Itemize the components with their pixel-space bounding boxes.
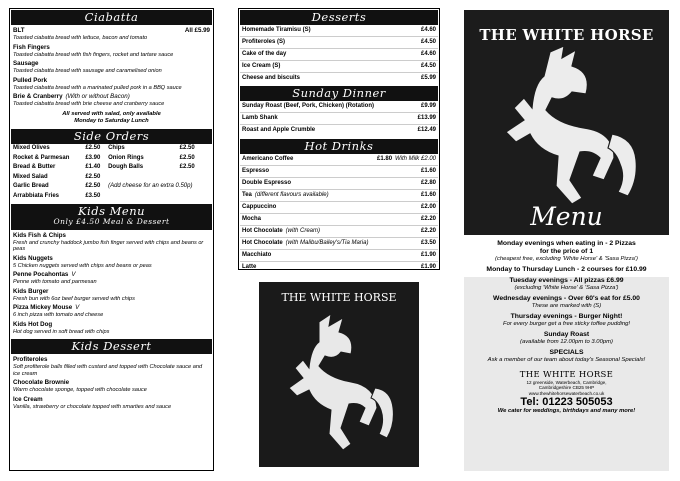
desserts-table — [240, 25, 438, 84]
drink-name-text: Cappuccino — [242, 204, 277, 210]
drink-name-text: Mocha — [242, 216, 262, 222]
price-row — [240, 61, 438, 73]
side-item-name: Onion Rings — [108, 154, 144, 161]
item-description: Warm chocolate sponge, topped with chocolate sauce — [13, 387, 147, 393]
side-order-row — [11, 153, 212, 163]
white-horse-icon — [259, 304, 419, 464]
item-description: Toasted ciabatta bread with fish fingers, rocket and tartare sauce — [13, 51, 174, 58]
drink-name-text: Hot Chocolate — [242, 228, 283, 234]
offer-detail: (excluding 'White Horse' & 'Sasa Pizza') — [514, 285, 619, 291]
item-name-text: Kids Burger — [13, 287, 49, 295]
offer-title: Monday evenings when eating in - 2 Pizzas — [497, 240, 636, 247]
price-row — [240, 125, 438, 137]
hot-drinks-table — [240, 154, 438, 273]
kids-menu-item — [11, 253, 212, 270]
drink-price — [374, 262, 438, 274]
rearing-horse-icon — [464, 46, 669, 206]
offer-block — [464, 328, 669, 346]
drink-name — [240, 154, 374, 166]
item-name — [13, 77, 47, 85]
side-orders-heading: Side Orders — [11, 129, 212, 144]
item-name-text: Brie & Cranberry — [13, 93, 63, 100]
kids-menu-list — [11, 230, 212, 336]
side-item-name: Chips — [108, 145, 125, 151]
price-row-name: Profiteroles (S) — [240, 37, 397, 49]
item-name-text: Kids Fish & Chips — [13, 231, 66, 239]
price-row-price: £9.99 — [420, 103, 436, 109]
item-name: Ice Cream — [13, 395, 43, 403]
drink-name-text: Latte — [242, 264, 257, 270]
offers-panel — [464, 237, 669, 471]
kids-menu-item — [11, 319, 212, 336]
price-row-price: £12.49 — [410, 125, 438, 137]
item-description: Fresh bun with 6oz beef burger served with chips — [13, 295, 135, 302]
price-row-price: £4.60 — [420, 27, 436, 33]
item-description: Fresh and crunchy haddock jumbo fish finger served with chips and beans or peas — [13, 239, 204, 252]
item-description: Toasted ciabatta bread with sausage and caramelised onion — [13, 68, 162, 74]
drink-note: (with Cream) — [285, 228, 321, 234]
item-name-text: Pulled Pork — [13, 76, 48, 84]
item-description: 6 inch pizza with tomato and cheese — [13, 312, 104, 318]
item-title-row — [13, 77, 210, 85]
item-name — [13, 232, 66, 240]
side-item-price: £2.50 — [85, 145, 101, 151]
item-title-row — [13, 271, 210, 279]
price-row-name: Lamb Shank — [240, 113, 410, 125]
price-row-name: Ice Cream (S) — [240, 61, 397, 73]
kids-dessert-heading: Kids Dessert — [11, 339, 212, 354]
hot-drink-row — [240, 226, 438, 238]
item-name — [13, 321, 52, 329]
price-row-price: £5.99 — [397, 73, 438, 85]
offer-detail: Ask a member of our team about today's Seasonal Specials! — [487, 357, 646, 363]
drink-price-text: £1.90 — [420, 252, 436, 258]
offer-detail: (available from 12.00pm to 3.00pm) — [520, 339, 613, 345]
side-item-name: Garlic Bread — [13, 183, 49, 189]
item-title-row — [13, 288, 210, 296]
item-title-row — [13, 255, 210, 263]
item-name — [13, 93, 130, 101]
ciabatta-heading: Ciabatta — [11, 10, 212, 25]
footer-title: THE WHITE HORSE — [519, 370, 614, 380]
side-item-name: Mixed Olives — [13, 145, 50, 151]
item-name — [13, 271, 76, 279]
item-title-row — [13, 232, 210, 240]
drink-price-text: £1.80 — [377, 156, 393, 162]
offer-title-line-2: for the price of 1 — [539, 248, 594, 255]
offers-footer — [464, 364, 669, 415]
item-description: Hot dog served in soft bread with chips — [13, 328, 110, 335]
kids-dessert-item — [11, 377, 212, 394]
side-item-name: Bread & Butter — [13, 164, 56, 170]
drink-name-text: Macchiato — [242, 252, 272, 258]
side-item-price: £2.50 — [85, 173, 101, 180]
item-description: Toasted ciabatta bread with lettuce, bacon and tomato — [13, 35, 148, 41]
hot-drink-row — [240, 262, 438, 274]
drink-name — [240, 250, 374, 262]
item-title-row — [13, 93, 210, 101]
kids-menu-item — [11, 230, 212, 253]
drink-price — [374, 178, 438, 190]
side-item-name — [106, 191, 178, 201]
vegetarian-mark: V — [71, 271, 76, 278]
ciabatta-list — [11, 25, 212, 108]
drink-name-text: Hot Chocolate — [242, 240, 283, 246]
left-column — [11, 10, 212, 410]
item-title-row — [13, 44, 210, 52]
item-description: 5 Chicken nuggets served with chips and beans or peas — [13, 262, 152, 269]
kids-menu-heading: Kids Menu Only £4.50 Meal & Dessert — [11, 204, 212, 230]
side-item-price: £3.50 — [85, 192, 101, 199]
drink-name — [240, 202, 374, 214]
kids-menu-item — [11, 302, 212, 319]
item-description: Penne with tomato and parmesan — [13, 279, 97, 285]
offer-title: Tuesday evenings - All pizzas £6.99 — [509, 277, 624, 284]
side-item-name: Mixed Salad — [13, 173, 48, 180]
side-item-price: £2.50 — [179, 145, 195, 151]
drink-note: (different flavours available) — [254, 192, 329, 198]
item-name-text: Pizza Mickey Mouse — [13, 304, 73, 311]
offer-detail: (cheapest free, excluding 'White Horse' & 'Sasa Pizza') — [495, 256, 638, 262]
hot-drink-row — [240, 238, 438, 250]
menu-item — [11, 91, 212, 108]
drink-name-text: Americano Coffee — [242, 156, 294, 162]
address-line-2: Cambridgeshire CB25 9HP — [538, 385, 595, 391]
side-order-row — [11, 182, 212, 192]
offer-block — [464, 274, 669, 292]
item-name — [13, 27, 25, 35]
hot-drink-row — [240, 190, 438, 202]
drink-price-text: £1.60 — [420, 168, 436, 174]
offer-block — [464, 263, 669, 274]
price-row — [240, 113, 438, 125]
item-description: Vanilla, strawberry or chocolate topped with smarties and sauce — [13, 403, 172, 410]
menu-word: Menu — [530, 202, 603, 231]
side-item-note: (Add cheese for an extra 0.50p) — [108, 183, 193, 189]
item-name: Profiteroles — [13, 356, 48, 363]
side-item-price: £1.40 — [85, 164, 101, 170]
side-item-name: Arrabbiata Fries — [13, 192, 60, 199]
item-name — [13, 288, 48, 296]
logo-panel — [259, 282, 419, 467]
offer-block — [464, 310, 669, 328]
item-price: All £5.99 — [184, 27, 210, 34]
item-name-text: Fish Fingers — [13, 43, 50, 51]
menu-item — [11, 75, 212, 92]
menu-item — [11, 25, 212, 42]
item-name-text: Penne Pocahontas — [13, 271, 69, 278]
drink-name — [240, 190, 374, 202]
offer-title: Monday to Thursday Lunch - 2 courses for £10.99 — [486, 266, 647, 273]
drink-price-text: £2.20 — [420, 228, 436, 234]
vegetarian-mark: V — [75, 304, 80, 311]
item-name-text: Kids Nuggets — [13, 254, 53, 262]
item-title-row — [13, 304, 210, 312]
item-description: Soft profiterole balls filled with custard and topped with Chocolate sauce and ice cream — [13, 364, 203, 377]
offer-title: Wednesday evenings - Over 60's eat for £5.00 — [493, 295, 640, 302]
drink-price-text: £1.60 — [420, 192, 436, 198]
hot-drink-row — [240, 166, 438, 178]
drink-price — [374, 190, 438, 202]
item-name-text: Sausage — [13, 60, 39, 67]
price-row-price: £4.60 — [397, 49, 438, 61]
offer-title: SPECIALS — [549, 349, 584, 356]
price-row — [240, 73, 438, 85]
side-orders-table — [11, 144, 212, 201]
logo-title: THE WHITE HORSE — [281, 291, 397, 304]
address-line-1: 12 greenside, Waterbeach, Cambridge, — [526, 380, 607, 385]
kids-dessert-item — [11, 354, 212, 377]
item-name — [13, 255, 53, 263]
offers-list — [464, 237, 669, 364]
offer-detail: These are marked with (S) — [531, 303, 602, 309]
item-description: Toasted ciabatta bread with a marinated pulled pork in a BBQ sauce — [13, 84, 182, 91]
drink-price — [374, 166, 438, 178]
desserts-heading: Desserts — [240, 10, 438, 25]
drink-price-text: £3.50 — [420, 240, 436, 246]
offer-title: Thursday evenings - Burger Night! — [510, 313, 623, 320]
offer-block — [464, 292, 669, 310]
item-name: Chocolate Brownie — [13, 379, 70, 386]
side-order-row — [11, 191, 212, 201]
offer-block — [464, 237, 669, 263]
drink-name — [240, 214, 374, 226]
ciabatta-note: All served with salad, only available Monday to Saturday Lunch — [62, 110, 161, 124]
drink-price-text: £1.90 — [420, 264, 436, 270]
drink-price — [374, 154, 438, 166]
price-row-price: £4.50 — [397, 37, 438, 49]
price-row-price: £13.99 — [410, 113, 438, 125]
drink-price — [374, 202, 438, 214]
website-link[interactable]: www.thewhitehorsewaterbeach.co.uk — [528, 390, 605, 396]
drink-name-text: Tea — [242, 192, 252, 198]
drink-price — [374, 238, 438, 250]
middle-column — [240, 10, 438, 273]
side-order-row — [11, 163, 212, 173]
drink-extra: With Milk £2.00 — [395, 156, 436, 162]
drink-name-text: Espresso — [242, 168, 270, 174]
drink-price — [374, 250, 438, 262]
cover-title: THE WHITE HORSE — [479, 26, 654, 44]
side-item-price: £3.90 — [85, 154, 101, 161]
drink-note: (with Malibu/Bailey's/Tia Maria) — [285, 240, 369, 246]
drink-name — [240, 178, 374, 190]
hot-drinks-heading: Hot Drinks — [240, 139, 438, 154]
drink-price-text: £2.80 — [420, 180, 436, 186]
hot-drink-row — [240, 154, 438, 166]
item-description: Toasted ciabatta bread with brie cheese and cranberry sauce — [13, 101, 165, 107]
drink-price — [374, 226, 438, 238]
kids-menu-subheading: Only £4.50 Meal & Dessert — [53, 216, 170, 226]
price-row-name: Cheese and biscuits — [240, 73, 397, 85]
item-name-note: (With or without Bacon) — [65, 93, 130, 100]
drink-name — [240, 166, 374, 178]
kids-dessert-list — [11, 354, 212, 410]
hot-drink-row — [240, 202, 438, 214]
drink-name — [240, 226, 374, 238]
kids-menu-item — [11, 286, 212, 303]
item-title-row — [13, 321, 210, 329]
sunday-dinner-heading: Sunday Dinner — [240, 86, 438, 101]
drink-name — [240, 238, 374, 250]
price-row — [240, 49, 438, 61]
item-name-text: Kids Hot Dog — [13, 320, 53, 328]
menu-item — [11, 58, 212, 75]
drink-name-text: Double Espresso — [242, 180, 292, 186]
item-name — [13, 304, 79, 312]
side-item-name: Rocket & Parmesan — [13, 154, 70, 161]
menu-item — [11, 42, 212, 59]
price-row-name: Roast and Apple Crumble — [240, 125, 410, 137]
hot-drink-row — [240, 214, 438, 226]
side-item-name — [106, 172, 178, 182]
price-row — [240, 25, 438, 37]
price-row-name: Homemade Tiramisu (S) — [242, 27, 311, 33]
item-name — [13, 60, 38, 68]
side-order-row — [11, 144, 212, 154]
item-title-row — [13, 60, 210, 68]
price-row-name: Cake of the day — [240, 49, 397, 61]
drink-name — [240, 262, 374, 274]
price-row — [240, 37, 438, 49]
side-item-price: £2.50 — [179, 154, 195, 161]
drink-price-text: £2.00 — [420, 204, 436, 210]
offer-block — [464, 346, 669, 364]
hot-drink-row — [240, 250, 438, 262]
side-item-price — [178, 191, 212, 201]
item-name — [13, 44, 50, 52]
price-row-name: Sunday Roast (Beef, Pork, Chicken) (Rotation) — [242, 103, 375, 109]
weddings-note: We cater for weddings, birthdays and many more! — [497, 408, 636, 415]
item-name-text: BLT — [13, 27, 25, 34]
drink-price — [374, 214, 438, 226]
side-item-price: £2.50 — [179, 164, 195, 170]
side-item-price: £2.50 — [85, 183, 101, 189]
telephone: Tel: 01223 505053 — [520, 396, 613, 409]
item-title-row — [13, 27, 210, 35]
offer-title: Sunday Roast — [543, 331, 590, 338]
hot-drink-row — [240, 178, 438, 190]
price-row — [240, 101, 438, 113]
kids-menu-item — [11, 269, 212, 286]
offer-detail: For every burger get a free sticky toffee pudding! — [502, 321, 631, 327]
price-row-price: £4.50 — [397, 61, 438, 73]
side-item-name: Dough Balls — [108, 164, 144, 170]
side-order-row — [11, 172, 212, 182]
cover-panel — [464, 10, 669, 235]
kids-dessert-item — [11, 394, 212, 411]
drink-price-text: £2.20 — [420, 216, 436, 222]
sunday-dinner-table — [240, 101, 438, 136]
side-item-price — [178, 172, 212, 182]
